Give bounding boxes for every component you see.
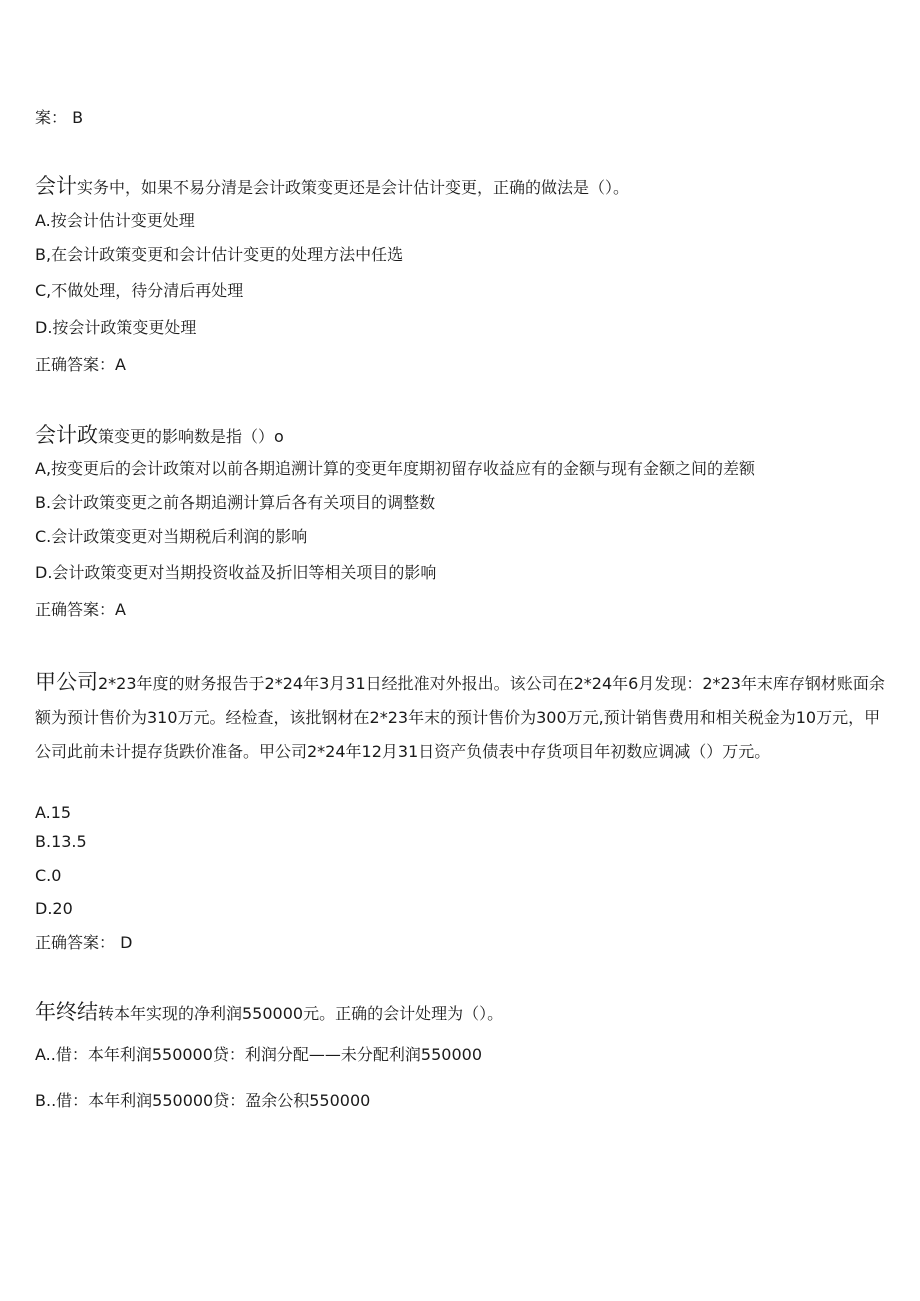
question-2-lead: 会计政	[35, 423, 98, 447]
question-2-option-a: A,按变更后的会计政策对以前各期追溯计算的变更年度期初留存收益应有的金额与现有金额之间的差额	[35, 459, 756, 478]
question-4-option-b: B..借：本年利润550000贷：盈余公积550000	[35, 1091, 371, 1110]
question-3-option-d: D.20	[35, 899, 73, 918]
question-2-answer: 正确答案：A	[35, 600, 126, 619]
question-1-lead: 会计	[35, 174, 77, 198]
question-3-text: 2*23年度的财务报告于2*24年3月31日经批准对外报出。该公司在2*24年6月发现：2*23年末库存钢材账面余额为预计售价为310万元。经检查，该批钢材在2*23年末的预计售价为300万元,预计销售费用和相关税金为10万元，甲公司此前未计提存货跌价准备。甲公司2*24年12月31日资产负债表中存货项目年初数应调减（）万元。	[35, 674, 885, 761]
question-4-text: 转本年实现的净利润550000元。正确的会计处理为（）。	[98, 1004, 504, 1023]
question-1-option-a: A.按会计估计变更处理	[35, 211, 195, 230]
question-3-option-a: A.15	[35, 803, 72, 822]
question-1-option-d: D.按会计政策变更处理	[35, 318, 197, 337]
question-1-text: 实务中，如果不易分清是会计政策变更还是会计估计变更，正确的做法是（）。	[77, 178, 630, 197]
question-3-answer: 正确答案： D	[35, 933, 133, 952]
previous-answer: 案： B	[35, 108, 84, 127]
question-1-answer: 正确答案：A	[35, 355, 126, 374]
question-2-stem	[35, 425, 284, 447]
question-4-lead: 年终结	[35, 1000, 98, 1024]
question-3-option-b: B.13.5	[35, 832, 87, 851]
question-2-option-b: B.会计政策变更之前各期追溯计算后各有关项目的调整数	[35, 493, 436, 512]
question-3-option-c: C.0	[35, 866, 62, 885]
question-3-stem	[35, 665, 885, 769]
question-1-option-c: C,不做处理，待分清后再处理	[35, 281, 244, 300]
question-1-stem	[35, 176, 629, 198]
question-2-option-d: D.会计政策变更对当期投资收益及折旧等相关项目的影响	[35, 563, 437, 582]
question-4-stem	[35, 1002, 503, 1024]
question-2-option-c: C.会计政策变更对当期税后利润的影响	[35, 527, 308, 546]
question-2-text: 策变更的影响数是指（）o	[98, 427, 284, 446]
question-1-option-b: B,在会计政策变更和会计估计变更的处理方法中任选	[35, 245, 404, 264]
question-3-lead: 甲公司	[35, 670, 98, 694]
question-4-option-a: A..借：本年利润550000贷：利润分配——未分配利润550000	[35, 1045, 482, 1064]
